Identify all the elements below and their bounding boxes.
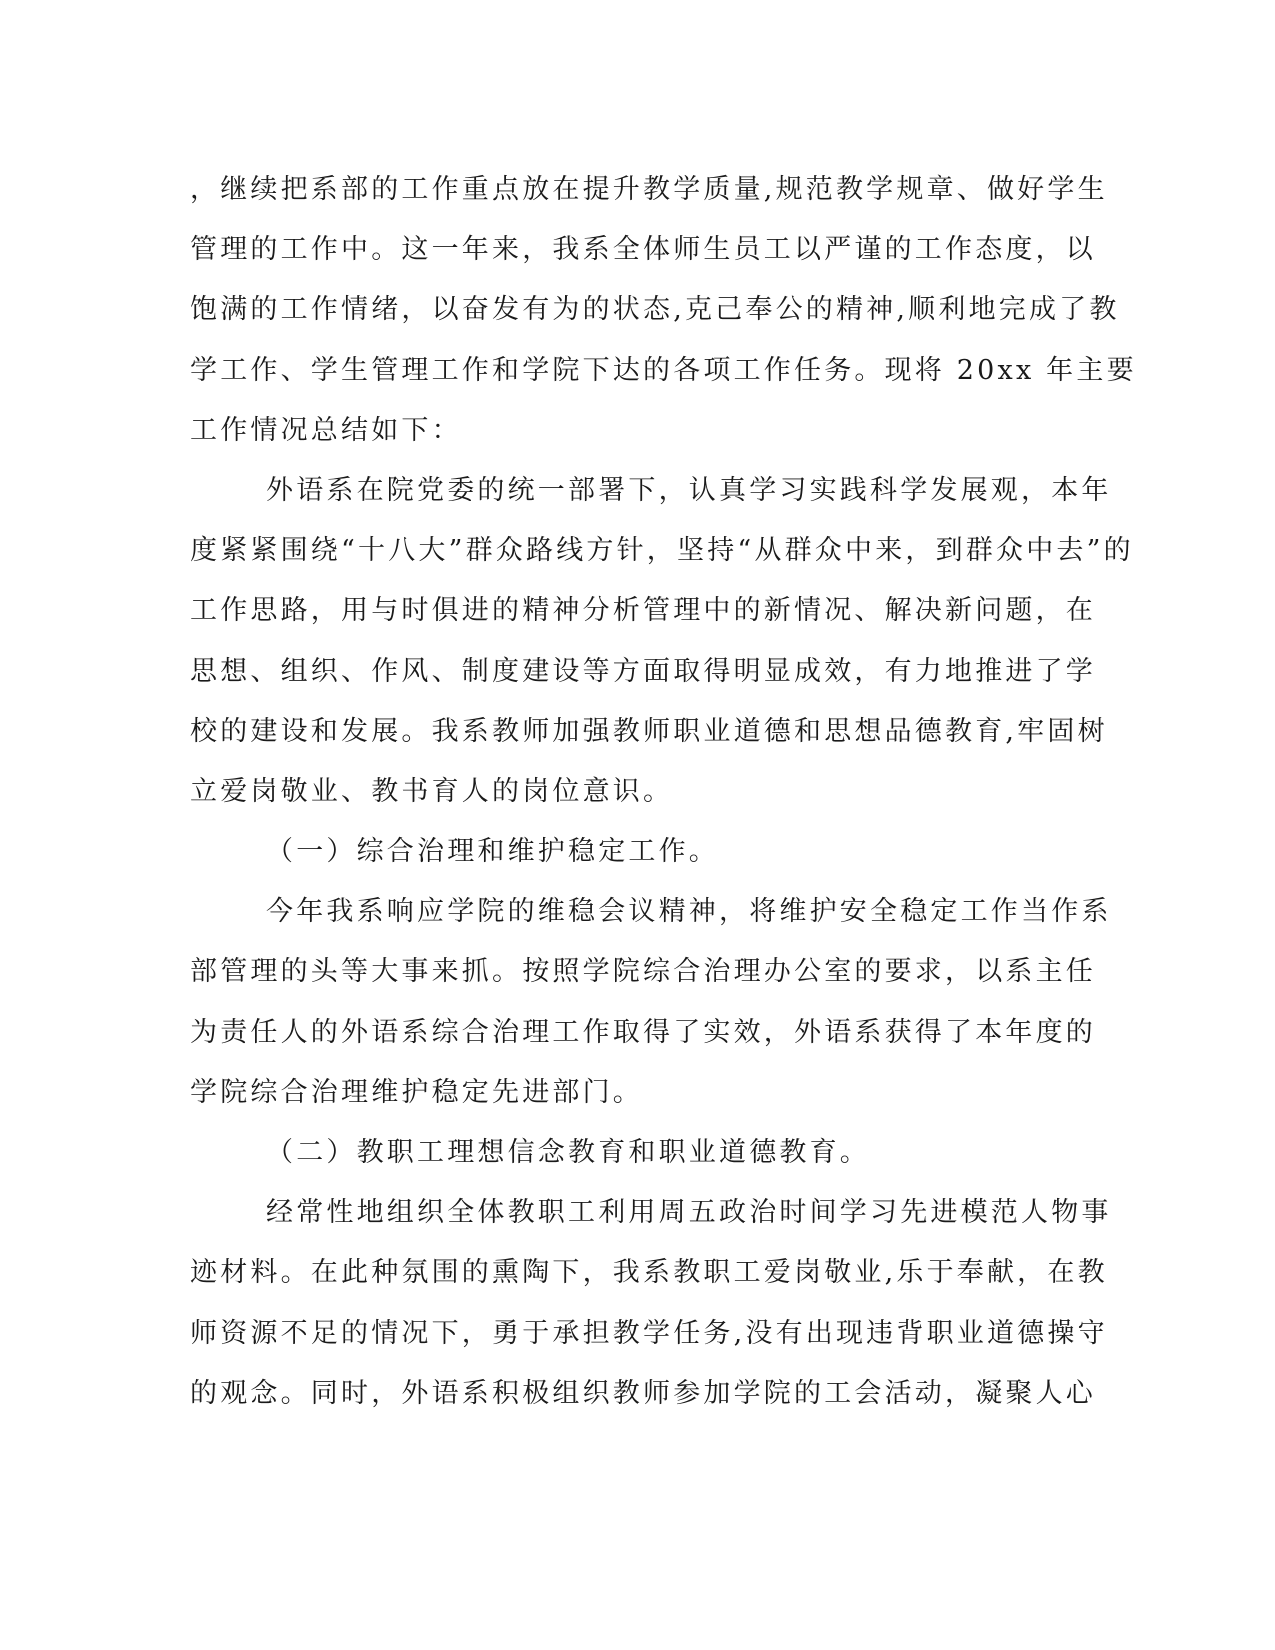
- text-line: 迹材料。在此种氛围的熏陶下，我系教职工爱岗敬业,乐于奉献，在教: [190, 1257, 1108, 1289]
- text-line: 学工作、学生管理工作和学院下达的各项工作任务。现将 20xx 年主要: [190, 354, 1137, 386]
- text-line: 立爱岗敬业、教书育人的岗位意识。: [190, 775, 674, 807]
- text-line: ，继续把系部的工作重点放在提升教学质量,规范教学规章、做好学生: [190, 174, 1108, 205]
- section-heading-2: （二）教职工理想信念教育和职业道德教育。: [266, 1137, 870, 1168]
- text-line: 度紧紧围绕“十八大”群众路线方针，坚持“从群众中来，到群众中去”的: [190, 535, 1134, 567]
- text-line: 学院综合治理维护稳定先进部门。: [190, 1076, 643, 1108]
- text-line: 部管理的头等大事来抓。按照学院综合治理办公室的要求，以系主任: [190, 956, 1096, 988]
- text-line: 的观念。同时，外语系积极组织教师参加学院的工会活动，凝聚人心: [190, 1377, 1096, 1409]
- text-line: 校的建设和发展。我系教师加强教师职业道德和思想品德教育,牢固树: [190, 715, 1108, 747]
- paragraph-start-line: 今年我系响应学院的维稳会议精神，将维护安全稳定工作当作系: [266, 896, 1112, 928]
- text-line: 工作思路，用与时俱进的精神分析管理中的新情况、解决新问题，在: [190, 595, 1096, 627]
- text-line: 工作情况总结如下：: [190, 414, 462, 446]
- text-line: 师资源不足的情况下，勇于承担教学任务,没有出现违背职业道德操守: [190, 1317, 1108, 1349]
- text-line: 为责任人的外语系综合治理工作取得了实效，外语系获得了本年度的: [190, 1016, 1096, 1048]
- text-line: 饱满的工作情绪，以奋发有为的状态,克己奉公的精神,顺利地完成了教: [190, 294, 1120, 326]
- section-heading-1: （一）综合治理和维护稳定工作。: [266, 836, 719, 868]
- text-line: 思想、组织、作风、制度建设等方面取得明显成效，有力地推进了学: [190, 655, 1096, 687]
- body-text: [190, 160, 1137, 1424]
- paragraph-start-line: 外语系在院党委的统一部署下，认真学习实践科学发展观，本年: [266, 474, 1112, 506]
- text-line: 管理的工作中。这一年来，我系全体师生员工以严谨的工作态度，以: [190, 234, 1096, 266]
- paragraph-start-line: 经常性地组织全体教职工利用周五政治时间学习先进模范人物事: [266, 1197, 1112, 1229]
